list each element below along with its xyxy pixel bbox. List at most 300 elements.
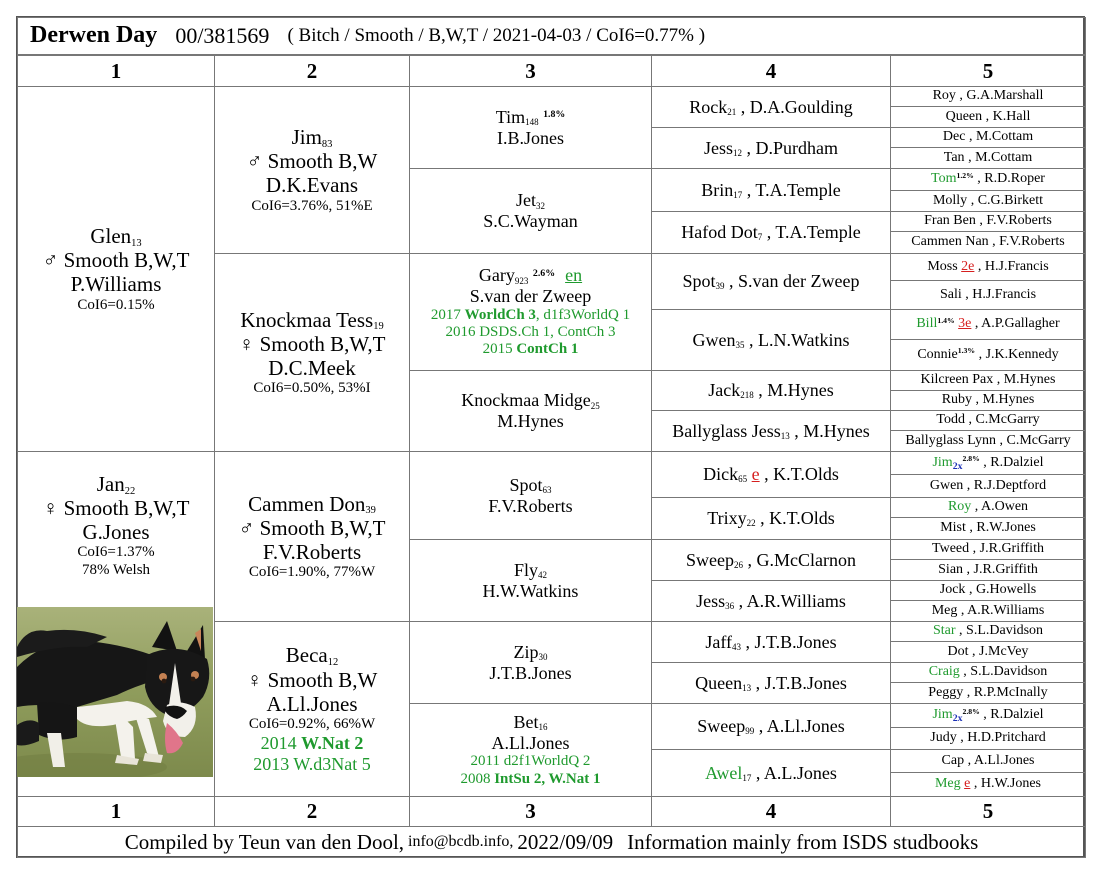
owner: F.V.Roberts	[986, 213, 1052, 229]
dog-line: Mist , R.W.Jones	[940, 520, 1036, 536]
gen5-cell[interactable]	[890, 474, 1086, 498]
dog-name: Hafod Dot	[681, 222, 758, 243]
dog-line: Jim$_{2x}^{2.8\%}$ , R.Dalziel	[932, 454, 1044, 472]
gen5-cell[interactable]	[890, 86, 1086, 107]
owner: F.V.Roberts	[488, 495, 573, 516]
gen5-cell[interactable]	[890, 749, 1086, 773]
owner: J.K.Kennedy	[985, 346, 1059, 362]
dog-line: Ruby , M.Hynes	[941, 392, 1035, 408]
studbook-count: 43	[732, 641, 741, 652]
owner-line	[489, 663, 571, 684]
sire-cell[interactable]	[17, 86, 215, 452]
generation-footer	[17, 796, 215, 827]
owner: H.J.Francis	[984, 258, 1049, 274]
owner: S.L.Davidson	[970, 664, 1048, 680]
export-tag: e	[751, 464, 760, 485]
studbook-count: 42	[538, 570, 547, 581]
award-text: 2014	[260, 733, 302, 754]
dog-name: Jan	[96, 472, 125, 496]
sex-icon: ♀	[42, 496, 59, 521]
dog-name: Jaff	[705, 631, 732, 652]
dog-name: Gwen	[929, 477, 964, 493]
dog-name: Beca	[285, 643, 328, 668]
award-pre: 2008	[460, 770, 495, 787]
dog-name: Glen	[90, 224, 132, 249]
gen4-cell[interactable]	[651, 749, 891, 797]
studbook-count: 17	[742, 772, 752, 783]
generation-number: 3	[525, 799, 536, 824]
dog-name: Jim	[291, 125, 322, 150]
owner: J.McVey	[979, 643, 1029, 659]
gen5-cell[interactable]	[890, 410, 1086, 431]
owner: H.J.Francis	[972, 286, 1037, 302]
dog-name-line	[514, 712, 548, 733]
award-pre: 2015	[482, 341, 517, 358]
gen4-cell[interactable]	[651, 127, 891, 169]
generation-footer	[409, 796, 652, 827]
dog-line: Dick$_{65}$ e , K.T.Olds	[703, 464, 839, 485]
owner: M.Hynes	[497, 411, 564, 431]
dog-name: Mist	[940, 520, 966, 536]
dog-name: Bet	[513, 712, 539, 733]
coat-color: Smooth B,W,T	[259, 331, 386, 356]
dog-name: Meg	[934, 776, 961, 792]
owner: P.Williams	[70, 272, 162, 297]
sex-description	[247, 668, 378, 692]
dog-name: Trixy	[707, 508, 747, 529]
dog-name: Knockmaa Midge	[461, 390, 591, 411]
studbook-count: 13	[742, 682, 752, 693]
award-bold: ContCh 1	[516, 341, 579, 358]
dog-line: Judy , H.D.Pritchard	[930, 730, 1046, 746]
sex-icon: ♀	[246, 667, 263, 692]
dog-name: Meg	[931, 602, 958, 618]
studbook-count: 923	[514, 275, 529, 286]
gen5-cell[interactable]	[890, 211, 1086, 232]
title-bar	[17, 17, 1086, 55]
gen3-cell[interactable]	[409, 703, 652, 797]
owner: G.McClarnon	[756, 549, 856, 570]
dog-line: Cammen Nan , F.V.Roberts	[911, 234, 1065, 250]
coi-line	[249, 564, 375, 581]
dog-line: Tom$^{1.2\%}$ , R.D.Roper	[931, 170, 1045, 187]
dog-name: Jet	[516, 190, 536, 211]
owner: J.T.B.Jones	[754, 631, 837, 652]
dog-name: Gwen	[692, 329, 736, 350]
gen5-cell[interactable]	[890, 682, 1086, 704]
gen3-cell[interactable]	[409, 539, 652, 622]
gen4-cell[interactable]	[651, 211, 891, 254]
generation-number: 3	[525, 58, 536, 83]
owner: K.Hall	[992, 108, 1031, 124]
dog-line: Jess$_{36}$ , A.R.Williams	[696, 590, 846, 611]
gen5-cell[interactable]	[890, 280, 1086, 310]
dog-name: Jock	[939, 582, 966, 598]
sex-icon: ♂	[42, 248, 59, 273]
owner: A.Ll.Jones	[766, 716, 845, 737]
gen4-cell[interactable]	[651, 309, 891, 371]
generation-footer	[214, 796, 410, 827]
award-line	[253, 754, 371, 775]
coi-line	[251, 198, 372, 215]
gen5-cell[interactable]	[890, 370, 1086, 391]
dog-line: Gwen , R.J.Deptford	[929, 477, 1047, 493]
gen5-cell[interactable]	[890, 727, 1086, 750]
generation-footer	[890, 796, 1086, 827]
generation-header	[409, 55, 652, 87]
gen3-cell[interactable]	[409, 168, 652, 254]
owner: S.van der Zweep	[469, 286, 592, 307]
studbook-count: 12	[733, 147, 742, 158]
dog-name: Tweed	[932, 541, 970, 557]
owner: D.K.Evans	[265, 173, 359, 198]
dog-name: Dec	[942, 129, 966, 145]
dog-name-line	[240, 308, 383, 332]
gen4-cell[interactable]	[651, 451, 891, 498]
dog-name: Bill	[916, 316, 938, 332]
gen4-cell[interactable]	[651, 86, 891, 128]
gen4-cell[interactable]	[651, 168, 891, 212]
owner: A.L.Jones	[763, 762, 837, 783]
gen5-cell[interactable]	[890, 559, 1086, 581]
owner-line	[266, 173, 358, 197]
owner: D.Purdham	[755, 137, 838, 158]
dog-name-line	[514, 642, 548, 663]
studbook-count: 99	[745, 726, 755, 737]
dog-name: Sali	[939, 286, 962, 302]
award-line	[445, 324, 615, 341]
export-tag: en	[565, 265, 583, 286]
coi-line	[77, 297, 154, 314]
sex-description	[247, 149, 378, 173]
dog-name: Queen	[695, 672, 743, 693]
gen5-cell[interactable]	[890, 703, 1086, 728]
owner: G.A.Marshall	[966, 88, 1044, 104]
gen5-cell[interactable]	[890, 641, 1086, 663]
dog-name-line	[479, 265, 582, 286]
gen5-cell[interactable]	[890, 430, 1086, 452]
studbook-count: 218	[740, 390, 754, 401]
gen4-cell[interactable]	[651, 370, 891, 411]
owner-line	[497, 411, 564, 432]
owner-line	[82, 520, 149, 544]
award-line	[460, 771, 600, 788]
owner: R.Dalziel	[990, 454, 1044, 470]
dog-line: Jack$_{218}$ , M.Hynes	[708, 380, 834, 401]
gen5-cell[interactable]	[890, 497, 1086, 518]
dog-name: Fran Ben	[924, 213, 976, 229]
coat-color: Smooth B,W	[267, 667, 378, 692]
generation-number: 2	[306, 799, 318, 824]
award-line	[471, 753, 591, 770]
dog-name: Craig	[928, 664, 960, 680]
dog-line: Tan , M.Cottam	[943, 149, 1033, 165]
dog-name: Peggy	[928, 684, 964, 700]
gen2-cell[interactable]	[214, 451, 410, 622]
award-bold: W.Nat 2	[301, 733, 364, 754]
dog-name: Connie	[917, 346, 958, 362]
owner: G.Jones	[82, 520, 150, 545]
gen5-cell[interactable]	[890, 168, 1086, 191]
dog-line: Sweep$_{99}$ , A.Ll.Jones	[697, 716, 845, 737]
gen4-cell[interactable]	[651, 497, 891, 540]
owner: D.C.Meek	[268, 355, 356, 380]
owner: A.R.Williams	[967, 602, 1045, 618]
dog-line: Jess$_{12}$ , D.Purdham	[703, 137, 838, 158]
dog-line: Connie$^{1.3\%}$ , J.K.Kennedy	[917, 346, 1059, 362]
dog-name: Tan	[943, 149, 965, 165]
studbook-count: 30	[538, 652, 548, 663]
dog-name: Brin	[701, 179, 734, 200]
gen4-cell[interactable]	[651, 662, 891, 704]
dog-name-line	[97, 472, 136, 496]
owner-line	[263, 540, 361, 564]
source-info: Information mainly from ISDS studbooks	[627, 829, 979, 854]
coi-line	[249, 716, 375, 733]
generation-footer	[651, 796, 891, 827]
owner: F.V.Roberts	[262, 539, 362, 564]
award-line	[431, 307, 630, 324]
coi-percent: 1.2%	[956, 170, 974, 180]
studbook-count: 36	[725, 600, 735, 611]
owner: J.R.Griffith	[973, 561, 1038, 577]
dog-line: Awel$_{17}$ , A.L.Jones	[705, 762, 837, 783]
studbook-count: 26	[734, 559, 743, 570]
dog-name: Spot	[682, 271, 716, 292]
gen5-cell[interactable]	[890, 600, 1086, 622]
award-pre: 2017	[430, 306, 465, 323]
coat-color: Smooth B,W	[267, 149, 378, 174]
dog-line: Rock$_{21}$ , D.A.Goulding	[689, 96, 853, 117]
dog-line: Ballyglass Lynn , C.McGarry	[905, 432, 1071, 448]
dog-name: Dot	[947, 643, 969, 659]
studbook-count: 22	[746, 518, 756, 529]
gen2-cell[interactable]	[214, 621, 410, 797]
generation-number: 4	[765, 58, 777, 83]
owner: S.C.Wayman	[483, 211, 578, 231]
owner: C.G.Birkett	[977, 192, 1044, 208]
owner: T.A.Temple	[755, 179, 841, 200]
dog-name: Judy	[930, 730, 957, 746]
dog-name-line	[496, 107, 566, 128]
owner: M.Hynes	[1003, 372, 1056, 388]
dog-name-line	[248, 492, 376, 516]
dog-line: Moss 2e , H.J.Francis	[927, 258, 1049, 274]
gen5-cell[interactable]	[890, 539, 1086, 560]
footer-credit	[17, 826, 1086, 858]
export-tag: 2e	[961, 258, 975, 274]
coat-color: Smooth B,W,T	[63, 248, 190, 273]
export-tag: e	[964, 776, 971, 792]
coi-percent: 1.4%	[937, 315, 955, 325]
dog-name: Sweep	[697, 716, 746, 737]
gen5-cell[interactable]	[890, 339, 1086, 371]
owner: R.W.Jones	[976, 520, 1036, 536]
dog-line: Meg e , H.W.Jones	[934, 776, 1042, 792]
gen4-cell[interactable]	[651, 253, 891, 310]
sex-icon: ♂	[238, 515, 255, 540]
gen4-cell[interactable]	[651, 703, 891, 750]
border-collie-photo	[17, 607, 213, 777]
dog-name: Cammen Don	[248, 491, 366, 516]
owner: C.McGarry	[1006, 432, 1071, 448]
dog-line: Peggy , R.P.McInally	[928, 684, 1048, 700]
owner: G.Howells	[975, 582, 1037, 598]
owner: K.T.Olds	[769, 508, 835, 529]
dog-line: Trixy$_{22}$ , K.T.Olds	[707, 508, 835, 529]
owner: D.A.Goulding	[749, 96, 853, 117]
dog-line: Meg , A.R.Williams	[931, 602, 1045, 618]
gen5-cell[interactable]	[890, 253, 1086, 281]
award-pre: 2016 DSDS.Ch 1, ContCh 3	[445, 324, 616, 341]
dog-name-line	[90, 224, 141, 248]
gen5-cell[interactable]	[890, 147, 1086, 169]
gen4-cell[interactable]	[651, 580, 891, 622]
dog-name: Awel	[705, 762, 743, 783]
owner: S.L.Davidson	[966, 623, 1044, 639]
gen5-cell[interactable]	[890, 662, 1086, 683]
dog-line: Roy , A.Owen	[947, 499, 1029, 515]
gen5-cell[interactable]	[890, 517, 1086, 540]
gen5-cell[interactable]	[890, 127, 1086, 148]
coi-value: CoI6=1.90%, 77%W	[248, 564, 376, 581]
studbook-count: 21	[727, 106, 737, 117]
dog-line: Jaff$_{43}$ , J.T.B.Jones	[705, 631, 837, 652]
gen5-cell[interactable]	[890, 451, 1086, 475]
owner: A.R.Williams	[746, 590, 846, 611]
generation-header	[651, 55, 891, 87]
dog-name: Jim	[932, 707, 953, 723]
coi-percent: 2.6%	[532, 267, 556, 279]
dog-name: Rock	[689, 96, 728, 117]
gen2-cell[interactable]	[214, 253, 410, 452]
coi-percent: 2.8%	[962, 454, 980, 464]
gen3-cell[interactable]	[409, 86, 652, 169]
dog-line: Tweed , J.R.Griffith	[932, 541, 1044, 557]
gen5-cell[interactable]	[890, 106, 1086, 128]
dog-line: Queen$_{13}$ , J.T.B.Jones	[695, 672, 847, 693]
dog-name-line	[509, 475, 551, 496]
welsh-percent: 78% Welsh	[81, 561, 151, 578]
dog-line: Molly , C.G.Birkett	[932, 192, 1044, 208]
owner: K.T.Olds	[773, 464, 839, 485]
sex-description	[43, 496, 190, 520]
coat-color: Smooth B,W,T	[63, 496, 190, 521]
dog-line: Sweep$_{26}$ , G.McClarnon	[686, 549, 856, 570]
gen4-cell[interactable]	[651, 410, 891, 452]
generation-number: 4	[765, 799, 777, 824]
sex-description	[43, 248, 190, 272]
gen5-cell[interactable]	[890, 309, 1086, 340]
registration-number: 00/381569	[175, 23, 270, 49]
dog-line: Sali , H.J.Francis	[939, 286, 1037, 302]
compile-date: 2022/09/09	[517, 829, 614, 854]
dog-info: ( Bitch / Smooth / B,W,T / 2021-04-03 / CoI6=0.77% )	[287, 25, 706, 47]
dog-name: Jess	[696, 590, 726, 611]
studbook-count: 39	[715, 281, 725, 292]
gen3-cell[interactable]	[409, 451, 652, 540]
dog-name-line	[286, 643, 338, 667]
dog-line: Todd , C.McGarry	[936, 412, 1040, 428]
award-line	[261, 733, 364, 754]
dog-name: Kilcreen Pax	[920, 372, 994, 388]
coi-value: CoI6=0.50%, 53%I	[253, 380, 371, 397]
generation-header	[214, 55, 410, 87]
studbook-count: 39	[365, 505, 376, 517]
studbook-count: 63	[542, 485, 552, 496]
studbook-count: 148	[525, 117, 539, 128]
dog-line: Gwen$_{35}$ , L.N.Watkins	[692, 329, 850, 350]
dog-line: Roy , G.A.Marshall	[932, 88, 1044, 104]
gen2-cell[interactable]	[214, 86, 410, 254]
owner: H.D.Pritchard	[967, 730, 1046, 746]
owner-line	[71, 272, 162, 296]
dog-line: Dot , J.McVey	[947, 643, 1029, 659]
owner: J.T.B.Jones	[489, 662, 572, 683]
coi-value: CoI6=0.15%	[77, 296, 155, 313]
dog-name: Star	[932, 623, 956, 639]
dog-line: Queen , K.Hall	[945, 108, 1031, 124]
studbook-count: 35	[735, 339, 745, 350]
award-pre: 2011 d2f1WorldQ 2	[470, 753, 591, 770]
studbook-count: 12	[327, 657, 339, 669]
contact-email: info@bcdb.info,	[408, 832, 514, 850]
gen5-cell[interactable]	[890, 390, 1086, 411]
owner: J.R.Griffith	[979, 541, 1044, 557]
dog-name: Dick	[703, 464, 739, 485]
owner: A.P.Gallagher	[981, 316, 1060, 332]
dog-line: Jim$_{2x}^{2.8\%}$ , R.Dalziel	[932, 706, 1044, 725]
generation-header	[890, 55, 1086, 87]
studbook-count: 17	[733, 189, 743, 200]
coi-value: CoI6=1.37%	[77, 544, 155, 561]
compiled-by: Compiled by Teun van den Dool,	[124, 829, 405, 854]
gen3-cell[interactable]	[409, 253, 652, 371]
owner-line	[267, 692, 358, 716]
dog-line: Ballyglass Jess$_{13}$ , M.Hynes	[672, 420, 870, 441]
gen5-cell[interactable]	[890, 580, 1086, 601]
dog-name: Zip	[513, 641, 539, 662]
gen5-cell[interactable]	[890, 231, 1086, 254]
generation-number: 5	[982, 799, 994, 824]
gen5-cell[interactable]	[890, 190, 1086, 212]
studbook-count: 83	[321, 138, 333, 150]
sex-icon: ♂	[246, 149, 263, 174]
dog-name: Knockmaa Tess	[240, 307, 374, 332]
dog-name-line	[516, 190, 545, 211]
dog-line: Cap , A.Ll.Jones	[941, 752, 1035, 768]
dog-line: Craig , S.L.Davidson	[928, 664, 1048, 680]
coi-percent: 2.8%	[962, 706, 980, 716]
dog-line: Hafod Dot$_7$ , T.A.Temple	[681, 222, 861, 243]
dog-name: Cap	[941, 752, 965, 768]
gen4-cell[interactable]	[651, 621, 891, 663]
owner: L.N.Watkins	[757, 329, 850, 350]
award-bold: IntSu 2, W.Nat 1	[494, 770, 601, 787]
coat-color: Smooth B,W,T	[259, 515, 386, 540]
gen3-cell[interactable]	[409, 370, 652, 452]
dog-name: Ruby	[941, 392, 973, 408]
dog-name: Gary	[478, 265, 515, 286]
gen5-cell[interactable]	[890, 621, 1086, 642]
owner: C.McGarry	[975, 412, 1040, 428]
gen5-cell[interactable]	[890, 772, 1086, 797]
gen4-cell[interactable]	[651, 539, 891, 581]
dog-name: Jack	[708, 380, 741, 401]
owner-line	[268, 356, 356, 380]
dog-name: Fly	[513, 559, 538, 580]
gen3-cell[interactable]	[409, 621, 652, 704]
